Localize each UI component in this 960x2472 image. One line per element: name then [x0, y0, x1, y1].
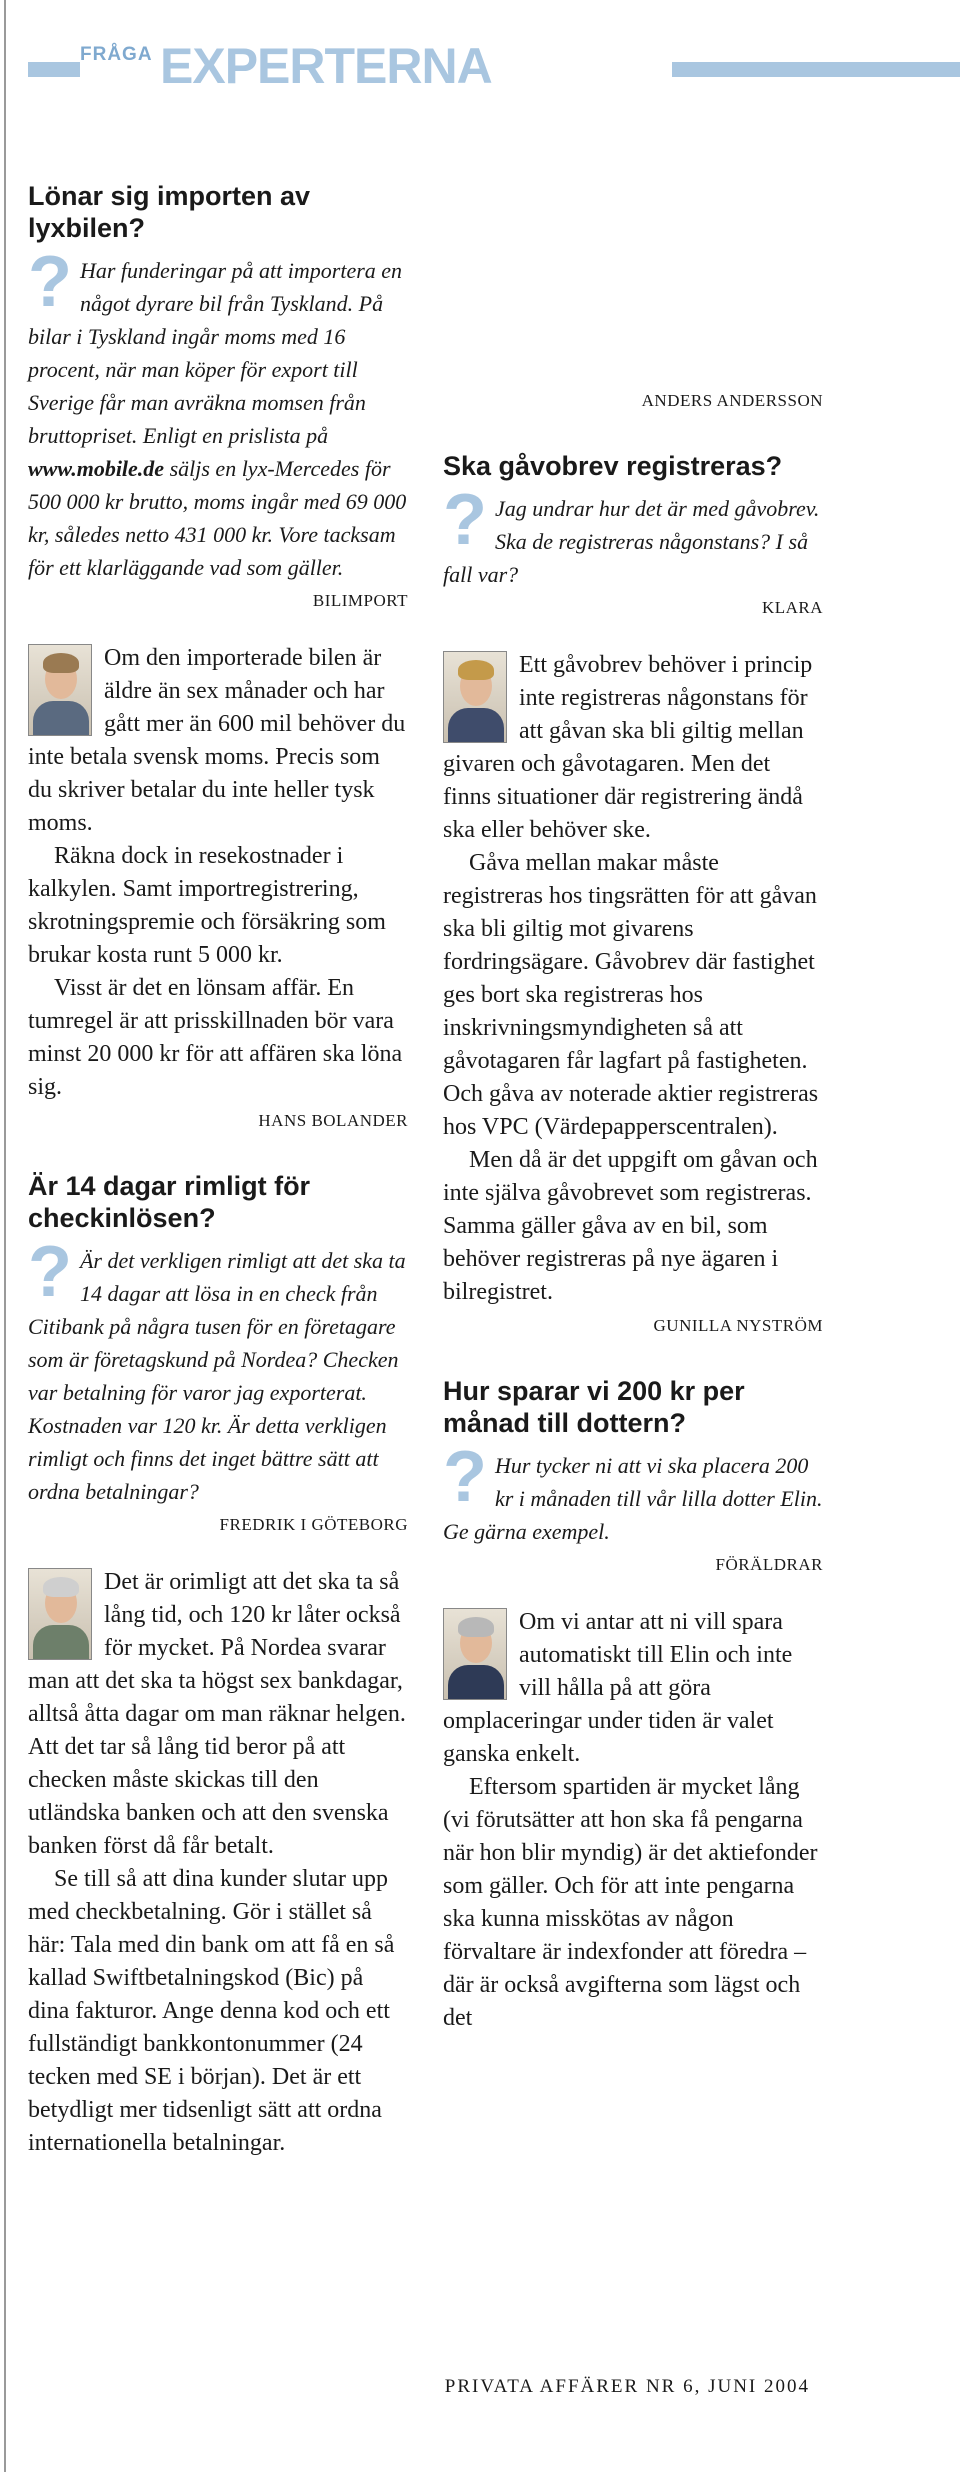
question-mark-icon: ?: [28, 1232, 72, 1312]
asker-signature: KLARA: [761, 598, 823, 617]
question-body: Jag undrar hur det är med gåvobrev. Ska de registreras någonstans? I så fall var?: [443, 496, 820, 587]
expert-signature: ANDERS ANDERSSON: [641, 391, 823, 410]
question-part-b: säljs en lyx-Mercedes för 500 000 kr brutto, moms ingår med 69 000 kr, således netto 431 000 kr. Vore tacksam för ett klarläggande vad som gäller.: [28, 456, 407, 580]
expert-photo: [443, 1608, 507, 1700]
section-lyxbil: [28, 180, 408, 1134]
section-checkinlosen: [28, 1170, 408, 2160]
question-url: www.mobile.de: [28, 456, 165, 481]
section-title: Lönar sig importen av lyxbilen?: [28, 181, 311, 243]
answer-paragraph: Se till så att dina kunder slutar upp med checkbetalning. Gör i stället så här: Tala med din bank om att få en så kallad Swiftbetalningskod (Bic) på dina fakturor. Ange denna kod och ett fullständigt bankkontonummer (24 tecken med SE i början). Det är ett betydligt mer tidsenligt sätt att ordna internationella betalningar.: [28, 1866, 395, 2156]
answer-text: [28, 642, 408, 1104]
page-footer: PRIVATA AFFÄRER NR 6, JUNI 2004: [444, 2376, 810, 2397]
answer-text: [443, 649, 823, 1309]
answer-paragraph: Eftersom spartiden är mycket lång (vi förutsätter att hon ska få pengarna när hon blir myndig) är det aktiefonder som gäller. Och för att inte pengarna ska kunna misskötas av någon förvaltare är indexfonder att föredra – där är också avgifterna som lägst och det: [443, 1774, 818, 2031]
asker-signature: FREDRIK I GÖTEBORG: [219, 1515, 408, 1534]
section-gavobrev: [443, 450, 823, 1339]
question-mark-icon: ?: [28, 242, 72, 322]
section-title: Är 14 dagar rimligt för checkinlösen?: [28, 1171, 311, 1233]
left-column: [28, 180, 408, 2196]
header-bar-right: [672, 62, 960, 77]
answer-text: [443, 1606, 823, 2035]
header-bar-left: [28, 62, 80, 77]
question-body: Är det verkligen rimligt att det ska ta 14 dagar att lösa in en check från Citibank på några tusen för en företagare som är företagskund på Nordea? Checken var betalning för varor jag exporterat. Kostnaden var 120 kr. Är detta verkligen rimligt och finns det inget bättre sätt att ordna betalningar?: [28, 1248, 406, 1504]
section-title: Ska gåvobrev registreras?: [443, 451, 783, 481]
expert-photo: [28, 644, 92, 736]
answer-paragraph: Gåva mellan makar måste registreras hos tingsrätten för att gåvan ska bli giltig mot givarens fordringsägare. Gåvobrev där fastighet ges bort ska registreras hos inskrivningsmyndigheten så att gåvotagaren får lagfart på fastigheten. Och gåva av noterade aktier registreras hos VPC (Värdepapperscentralen).: [443, 850, 819, 1140]
answer-paragraph: Räkna dock in resekostnader i kalkylen. Samt importregistrering, skrotningspremie och försäkring som brukar kosta runt 5 000 kr.: [28, 843, 386, 968]
expert-photo: [28, 1568, 92, 1660]
header-small-label: FRÅGA: [80, 44, 153, 65]
question-mark-icon: ?: [443, 1437, 487, 1517]
answer-paragraph: Men då är det uppgift om gåvan och inte själva gåvobrevet som registreras. Samma gäller gåva av en bil, som behöver registreras på nye ägaren i bilregistret.: [443, 1147, 818, 1305]
expert-photo: [443, 651, 507, 743]
section-title: Hur sparar vi 200 kr per månad till dottern?: [443, 1376, 745, 1438]
section-sparande: [443, 1375, 823, 2035]
question-text: [28, 1232, 408, 1508]
asker-signature: FÖRÄLDRAR: [715, 1555, 823, 1574]
asker-signature: BILIMPORT: [312, 591, 408, 610]
answer-text: [28, 1566, 408, 2160]
answer-paragraph: Om vi antar att ni vill spara automatiskt till Elin och inte vill hålla på att göra omplaceringar under tiden är valet ganska enkelt.: [443, 1609, 793, 1767]
question-text: [28, 242, 408, 584]
question-text: [443, 480, 823, 591]
answer-paragraph: Ett gåvobrev behöver i princip inte registreras någonstans för att gåvan ska bli giltig mellan givaren och gåvotagaren. Men det finns situationer där registrering ändå ska eller behöver ske.: [443, 652, 813, 843]
page-edge-rule: [4, 0, 6, 2472]
right-column: [443, 180, 823, 2071]
answer-paragraph: Det är orimligt att det ska ta så lång tid, och 120 kr låter också för mycket. På Nordea svarar man att det ska ta högst sex bankdagar, alltså åtta dagar om man räknar helgen. Att det tar så lång tid beror på att checken måste skickas till den utländska banken och att den svenska banken först då får betalt.: [28, 1569, 406, 1859]
question-part-a: Har funderingar på att importera en något dyrare bil från Tyskland. På bilar i Tyskland ingår moms med 16 procent, när man köper för export till Sverige får man avräkna momsen från bruttopriset. Enligt en prislista på: [28, 258, 403, 448]
section-checkinlosen-cont: [443, 388, 823, 414]
expert-signature: GUNILLA NYSTRÖM: [653, 1316, 823, 1335]
expert-signature: HANS BOLANDER: [258, 1111, 408, 1130]
question-mark-icon: ?: [443, 480, 487, 560]
question-body: Hur tycker ni att vi ska placera 200 kr i månaden till vår lilla dotter Elin. Ge gärna exempel.: [443, 1453, 823, 1544]
answer-paragraph: Visst är det en lönsam affär. En tumregel är att prisskillnaden bör vara minst 20 000 kr för att affären ska löna sig.: [28, 975, 403, 1100]
header-title: EXPERTERNA: [160, 38, 492, 94]
question-text: [443, 1437, 823, 1548]
answer-paragraph: Om den importerade bilen är äldre än sex månader och har gått mer än 600 mil behöver du inte betala svensk moms. Precis som du skriver betalar du inte heller tysk moms.: [28, 645, 406, 836]
